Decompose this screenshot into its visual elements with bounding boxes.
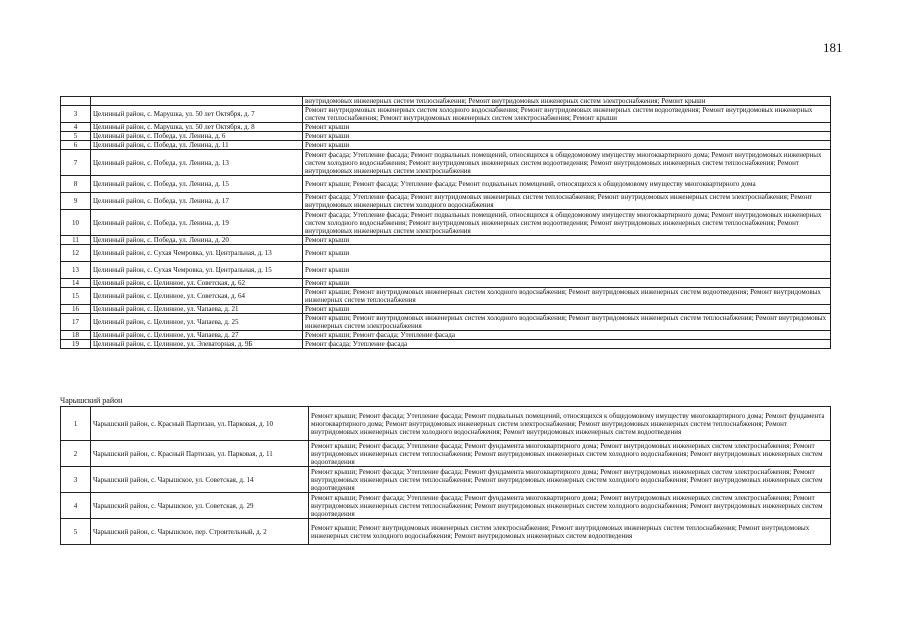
row-works: Ремонт крыши; Ремонт фасада; Утепление фасада; Ремонт подвальных помещений, относящихся к общедомовому имуществу многоквартирного дома — [303, 176, 831, 193]
table-row — [61, 407, 831, 441]
row-works: Ремонт крыши — [303, 262, 831, 279]
table-row — [61, 245, 831, 262]
row-number: 9 — [61, 193, 91, 210]
row-works: Ремонт крыши; Ремонт фасада; Утепление фасада — [303, 331, 831, 340]
table-row — [61, 467, 831, 493]
row-number: 15 — [61, 288, 91, 305]
row-works: Ремонт крыши; Ремонт внутридомовых инженерных систем электроснабжения; Ремонт внутридомовых инженерных систем теплоснабжения; Ремонт внутридомовых инженерных систем холодного водоснабжения; Ремонт внутридомовых инженерных систем водоотведения — [309, 519, 831, 545]
row-works: Ремонт крыши; Ремонт фасада; Утепление фасада; Ремонт фундамента многоквартирного дома; Ремонт внутридомовых инженерных систем электроснабжения; Ремонт внутридомовых инженерных систем теплоснабжения; Ремонт внутридомовых инженерных систем холодного водоснабжения; Ремонт внутридомовых инженерных систем водоотведения — [309, 467, 831, 493]
section-title-charyshsky: Чарышский район — [60, 396, 123, 405]
table-row — [61, 305, 831, 314]
row-number: 18 — [61, 331, 91, 340]
row-works: Ремонт крыши — [303, 123, 831, 132]
row-address: Целинный район, с. Сухая Чемровка, ул. Центральная, д. 15 — [91, 262, 303, 279]
row-works: Ремонт крыши — [303, 132, 831, 141]
table-row — [61, 123, 831, 132]
row-number: 12 — [61, 245, 91, 262]
table-row — [61, 106, 831, 123]
row-address: Чарышский район, с. Чарышское, ул. Советская, д. 14 — [91, 467, 309, 493]
row-address: Чарышский район, с. Красный Партизан, ул. Парковая, д. 10 — [91, 407, 309, 441]
row-works: Ремонт фасада; Утепление фасада; Ремонт подвальных помещений, относящихся к общедомовому имуществу многоквартирного дома; Ремонт внутридомовых инженерных систем холодного водоснабжения; Ремонт внутридомовых инженерных систем водоотведения; Ремонт внутридомовых инженерных систем теплоснабжения; Ремонт внутридомовых инженерных систем электроснабжения — [303, 210, 831, 236]
table-row — [61, 132, 831, 141]
row-works: Ремонт фасада; Утепление фасада — [303, 340, 831, 349]
table-row — [61, 210, 831, 236]
row-number: 3 — [61, 106, 91, 123]
row-number: 13 — [61, 262, 91, 279]
row-works: Ремонт крыши — [303, 236, 831, 245]
row-number: 4 — [61, 493, 91, 519]
table-row — [61, 441, 831, 467]
row-number: 5 — [61, 132, 91, 141]
row-address: Чарышский район, с. Чарышское, пер. Строительный, д. 2 — [91, 519, 309, 545]
row-works: Ремонт крыши; Ремонт внутридомовых инженерных систем холодного водоснабжения; Ремонт внутридомовых инженерных систем теплоснабжения; Ремонт внутридомовых инженерных систем электроснабжения — [303, 314, 831, 331]
table-row — [61, 141, 831, 150]
row-number: 2 — [61, 441, 91, 467]
row-number: 10 — [61, 210, 91, 236]
row-address: Целинный район, с. Победа, ул. Ленина, д. 6 — [91, 132, 303, 141]
row-address: Целинный район, с. Сухая Чемровка, ул. Центральная, д. 13 — [91, 245, 303, 262]
row-works: Ремонт крыши; Ремонт фасада; Утепление фасада; Ремонт фундамента многоквартирного дома; Ремонт внутридомовых инженерных систем электроснабжения; Ремонт внутридомовых инженерных систем теплоснабжения; Ремонт внутридомовых инженерных систем холодного водоснабжения; Ремонт внутридомовых инженерных систем водоотведения — [309, 441, 831, 467]
row-address — [91, 97, 303, 106]
table-row — [61, 331, 831, 340]
row-address: Целинный район, с. Целинное, ул. Советская, д. 62 — [91, 279, 303, 288]
table-row — [61, 493, 831, 519]
row-address: Чарышский район, с. Красный Партизан, ул. Парковая, д. 11 — [91, 441, 309, 467]
row-number: 16 — [61, 305, 91, 314]
row-number: 14 — [61, 279, 91, 288]
row-address: Чарышский район, с. Чарышское, ул. Советская, д. 29 — [91, 493, 309, 519]
row-number: 5 — [61, 519, 91, 545]
row-works: Ремонт крыши; Ремонт фасада; Утепление фасада; Ремонт подвальных помещений, относящихся к общедомовому имуществу многоквартирного дома; Ремонт фундамента многоквартирного дома; Ремонт внутридомовых инженерных систем электроснабжения; Ремонт внутридомовых инженерных систем теплоснабжения; Ремонт внутридомовых инженерных систем холодного водоснабжения; Ремонт внутридомовых инженерных систем водоотведения — [309, 407, 831, 441]
row-number: 1 — [61, 407, 91, 441]
row-number — [61, 97, 91, 106]
row-address: Целинный район, с. Марушка, ул. 50 лет Октября, д. 7 — [91, 106, 303, 123]
row-address: Целинный район, с. Целинное, ул. Советская, д. 64 — [91, 288, 303, 305]
row-number: 17 — [61, 314, 91, 331]
row-address: Целинный район, с. Победа, ул. Ленина, д. 20 — [91, 236, 303, 245]
row-number: 19 — [61, 340, 91, 349]
row-address: Целинный район, с. Победа, ул. Ленина, д. 13 — [91, 150, 303, 176]
row-works: Ремонт фасада; Утепление фасада; Ремонт подвальных помещений, относящихся к общедомовому имуществу многоквартирного дома; Ремонт внутридомовых инженерных систем холодного водоснабжения; Ремонт внутридомовых инженерных систем водоотведения; Ремонт внутридомовых инженерных систем теплоснабжения; Ремонт внутридомовых инженерных систем электроснабжения — [303, 150, 831, 176]
table-row — [61, 279, 831, 288]
table-row — [61, 150, 831, 176]
row-address: Целинный район, с. Победа, ул. Ленина, д. 17 — [91, 193, 303, 210]
table-row — [61, 262, 831, 279]
row-works: внутридомовых инженерных систем теплоснабжения; Ремонт внутридомовых инженерных систем электроснабжения; Ремонт крыши — [303, 97, 831, 106]
repair-table-charyshsky — [60, 406, 831, 545]
row-works: Ремонт крыши — [303, 279, 831, 288]
table-row — [61, 97, 831, 106]
repair-table-tselinny — [60, 96, 831, 349]
row-number: 3 — [61, 467, 91, 493]
row-number: 4 — [61, 123, 91, 132]
row-works: Ремонт внутридомовых инженерных систем холодного водоснабжения; Ремонт внутридомовых инженерных систем водоотведения; Ремонт внутридомовых инженерных систем теплоснабжения; Ремонт внутридомовых инженерных систем электроснабжения; Ремонт крыши — [303, 106, 831, 123]
row-works: Ремонт крыши — [303, 141, 831, 150]
row-address: Целинный район, с. Целинное, ул. Чапаева, д. 27 — [91, 331, 303, 340]
row-works: Ремонт фасада; Утепление фасада; Ремонт внутридомовых инженерных систем теплоснабжения; Ремонт внутридомовых инженерных систем электроснабжения; Ремонт внутридомовых инженерных систем холодного водоснабжения — [303, 193, 831, 210]
row-address: Целинный район, с. Марушка, ул. 50 лет Октября, д. 8 — [91, 123, 303, 132]
row-number: 8 — [61, 176, 91, 193]
row-address: Целинный район, с. Победа, ул. Ленина, д. 15 — [91, 176, 303, 193]
row-address: Целинный район, с. Победа, ул. Ленина, д. 19 — [91, 210, 303, 236]
row-works: Ремонт крыши; Ремонт внутридомовых инженерных систем холодного водоснабжения; Ремонт внутридомовых инженерных систем водоотведения; Ремонт внутридомовых инженерных систем теплоснабжения — [303, 288, 831, 305]
table-row — [61, 288, 831, 305]
row-address: Целинный район, с. Победа, ул. Ленина, д. 11 — [91, 141, 303, 150]
row-number: 7 — [61, 150, 91, 176]
table-row — [61, 193, 831, 210]
row-works: Ремонт крыши — [303, 245, 831, 262]
table-row — [61, 340, 831, 349]
row-address: Целинный район, с. Целинное, ул. Элеваторная, д. 9Б — [91, 340, 303, 349]
row-number: 6 — [61, 141, 91, 150]
row-address: Целинный район, с. Целинное, ул. Чапаева, д. 21 — [91, 305, 303, 314]
table-row — [61, 314, 831, 331]
row-address: Целинный район, с. Целинное, ул. Чапаева, д. 25 — [91, 314, 303, 331]
page-number: 181 — [823, 40, 843, 55]
table-row — [61, 519, 831, 545]
table-row — [61, 236, 831, 245]
row-number: 11 — [61, 236, 91, 245]
table-row — [61, 176, 831, 193]
row-works: Ремонт крыши — [303, 305, 831, 314]
row-works: Ремонт крыши; Ремонт фасада; Утепление фасада; Ремонт фундамента многоквартирного дома; Ремонт внутридомовых инженерных систем электроснабжения; Ремонт внутридомовых инженерных систем теплоснабжения; Ремонт внутридомовых инженерных систем холодного водоснабжения; Ремонт внутридомовых инженерных систем водоотведения — [309, 493, 831, 519]
